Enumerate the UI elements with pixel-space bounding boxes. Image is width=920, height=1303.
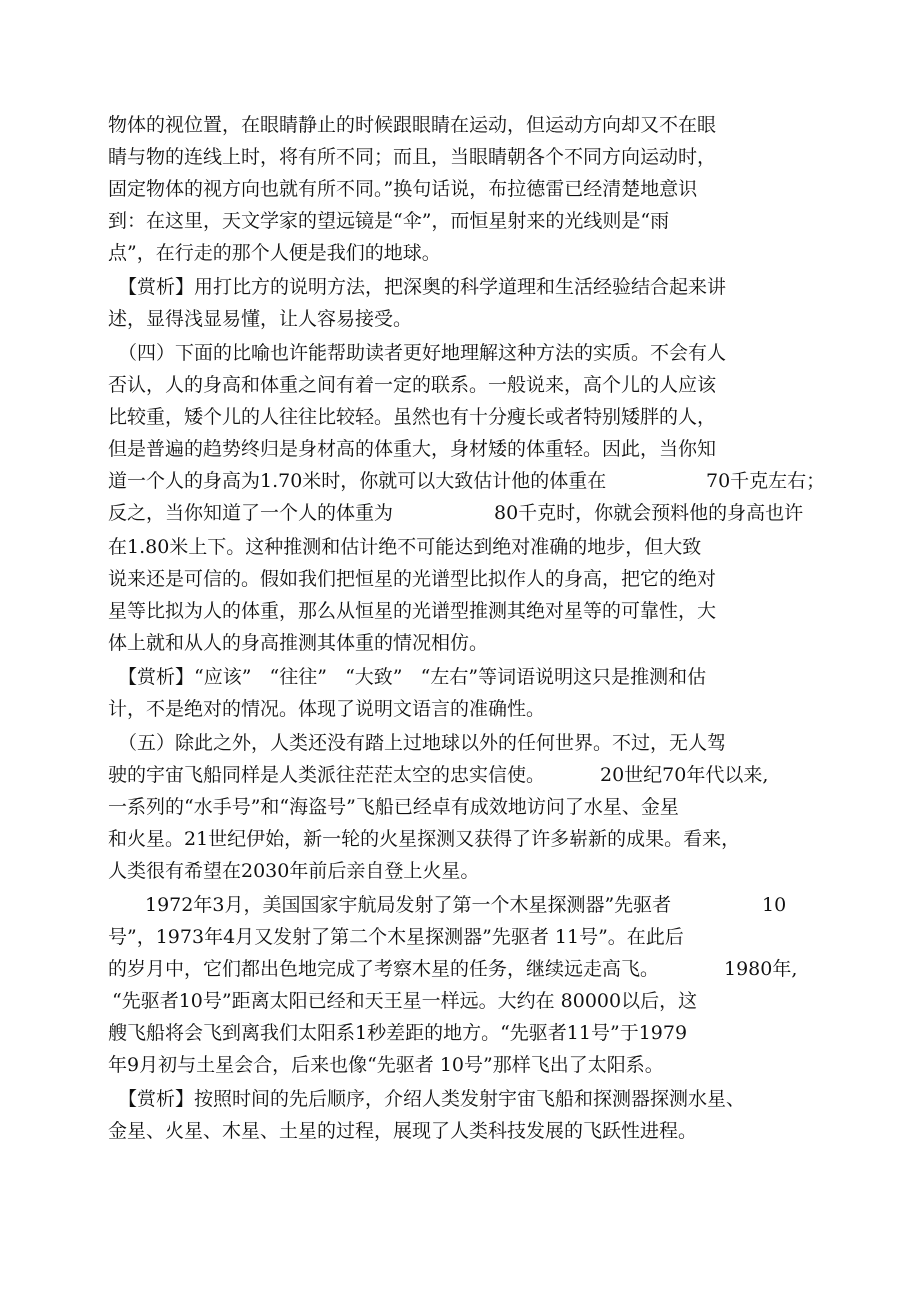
text-line: 说来还是可信的。假如我们把恒星的光谱型比拟作人的身高，把它的绝对: [108, 568, 717, 590]
text-line: 号”，1973年4月又发射了第二个木星探测器”先驱者 11号”。在此后: [108, 926, 684, 948]
text-line: 但是普遍的趋势终归是身材高的体重大，身材矮的体重轻。因此，当你知: [108, 438, 717, 460]
text-line: 道一个人的身高为1.70米时，你就可以大致估计他的体重在: [108, 470, 607, 492]
text-line-fragment: 1980年,: [724, 958, 798, 980]
text-line: 星等比拟为人的体重，那么从恒星的光谱型推测其绝对星等的可靠性，大: [108, 600, 717, 622]
text-line: 和火星。21世纪伊始，新一轮的火星探测又获得了许多崭新的成果。看来，: [108, 828, 741, 850]
paragraph-five-start: （五）除此之外，人类还没有踏上过地球以外的任何世界。不过，无人驾: [118, 732, 727, 754]
text-line: 点”，在行走的那个人便是我们的地球。: [108, 242, 441, 264]
paragraph-pioneer-start: 1972年3月，美国国家宇航局发射了第一个木星探测器”先驱者: [145, 894, 672, 916]
paragraph-four-start: （四）下面的比喻也许能帮助读者更好地理解这种方法的实质。不会有人: [118, 342, 727, 364]
text-line-fragment: 80千克时，你就会预料他的身高也许: [494, 502, 804, 524]
text-line: “先驱者10号”距离太阳已经和天王星一样远。大约在 80000以后，这: [112, 990, 698, 1012]
text-line: 睛与物的连线上时，将有所不同；而且，当眼睛朝各个不同方向运动时，: [108, 146, 717, 168]
appreciation-note: 【赏析】按照时间的先后顺序，介绍人类发射宇宙飞船和探测器探测水星、: [118, 1088, 746, 1110]
text-line: 反之，当你知道了一个人的体重为: [108, 502, 394, 524]
text-line: 一系列的“水手号”和“海盗号”飞船已经卓有成效地访问了水星、金星: [108, 796, 679, 818]
text-line: 否认，人的身高和体重之间有着一定的联系。一般说来，高个儿的人应该: [108, 374, 717, 396]
text-line: 物体的视位置，在眼睛静止的时候跟眼睛在运动，但运动方向却又不在眼: [108, 114, 717, 136]
text-line-fragment: 70千克左右；: [706, 470, 826, 492]
text-line: 艘飞船将会飞到离我们太阳系1秒差距的地方。“先驱者11号”于1979: [108, 1022, 688, 1044]
text-line: 到：在这里，天文学家的望远镜是“伞”，而恒星射来的光线则是“雨: [108, 210, 670, 232]
text-line: 述，显得浅显易懂，让人容易接受。: [108, 308, 413, 330]
text-line-fragment: 10: [762, 894, 787, 916]
text-line: 比较重，矮个儿的人往往比较轻。虽然也有十分瘦长或者特别矮胖的人，: [108, 406, 717, 428]
text-line: 固定物体的视方向也就有所不同。”换句话说，布拉德雷已经清楚地意识: [108, 178, 698, 200]
text-line: 年9月初与土星会合，后来也像“先驱者 10号”那样飞出了太阳系。: [108, 1054, 664, 1076]
text-line: 体上就和从人的身高推测其体重的情况相仿。: [108, 632, 489, 654]
text-line: 金星、火星、木星、土星的过程，展现了人类科技发展的飞跃性进程。: [108, 1120, 698, 1142]
text-line: 人类很有希望在2030年前后亲自登上火星。: [108, 860, 480, 882]
appreciation-note: 【赏析】“应该” “往往” “大致” “左右”等词语说明这只是推测和估: [118, 666, 707, 688]
text-line: 驶的宇宙飞船同样是人类派往茫茫太空的忠实信使。: [108, 764, 546, 786]
text-line: 计，不是绝对的情况。体现了说明文语言的准确性。: [108, 698, 546, 720]
text-line: 在1.80米上下。这种推测和估计绝不可能达到绝对准确的地步，但大致: [108, 536, 702, 558]
text-line: 的岁月中，它们都出色地完成了考察木星的任务，继续远走高飞。: [108, 958, 660, 980]
text-line-fragment: 20世纪70年代以来,: [600, 764, 769, 786]
appreciation-note: 【赏析】用打比方的说明方法，把深奥的科学道理和生活经验结合起来讲: [118, 276, 727, 298]
